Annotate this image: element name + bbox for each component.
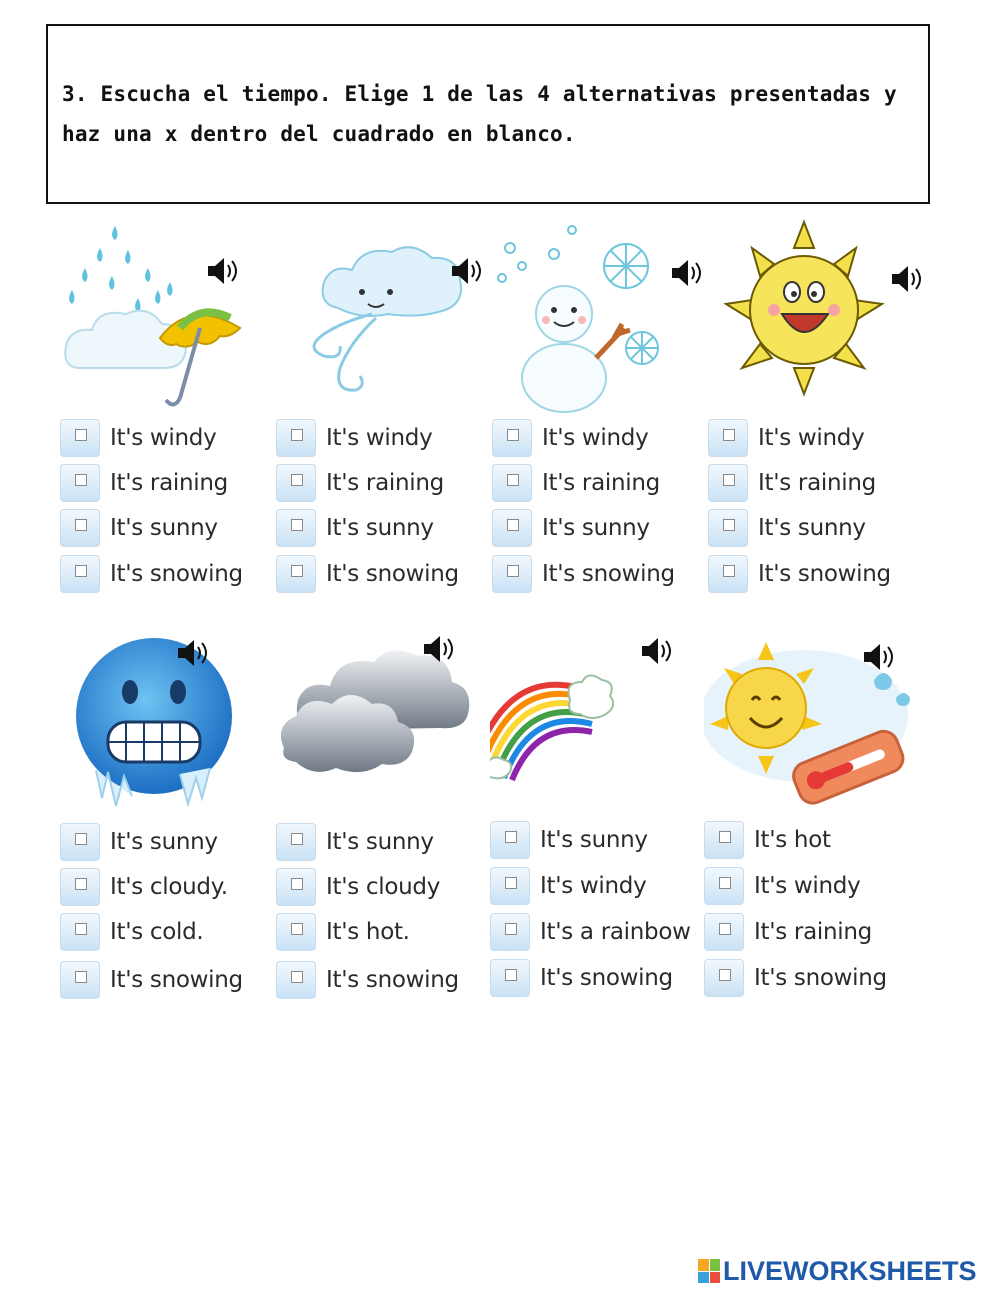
answer-checkbox[interactable]	[708, 555, 748, 593]
option-label: It's sunny	[110, 515, 218, 541]
answer-checkbox[interactable]	[490, 821, 530, 859]
option-label: It's sunny	[540, 827, 648, 853]
option-row[interactable]	[704, 912, 920, 952]
weather-card-rainbow	[490, 620, 706, 1020]
weather-card-snow	[492, 218, 708, 618]
answer-checkbox[interactable]	[490, 913, 530, 951]
option-row[interactable]	[60, 463, 276, 503]
option-label: It's windy	[754, 873, 861, 899]
snowman-icon	[492, 218, 708, 413]
option-row[interactable]	[708, 418, 924, 458]
answer-checkbox[interactable]	[60, 419, 100, 457]
option-label: It's cloudy.	[110, 874, 228, 900]
answer-checkbox[interactable]	[708, 464, 748, 502]
answer-checkbox[interactable]	[60, 555, 100, 593]
logo-text: LIVEWORKSHEETS	[723, 1255, 977, 1286]
answer-checkbox[interactable]	[60, 509, 100, 547]
option-row[interactable]	[704, 958, 920, 998]
answer-checkbox[interactable]	[492, 509, 532, 547]
instruction-text: 3. Escucha el tiempo. Elige 1 de las 4 alternativas presentadas y haz una x dentro del cuadrado en blanco.	[62, 82, 897, 146]
speaker-icon[interactable]	[422, 634, 456, 664]
answer-checkbox[interactable]	[276, 961, 316, 999]
answer-checkbox[interactable]	[276, 464, 316, 502]
option-label: It's windy	[540, 873, 647, 899]
option-row[interactable]	[490, 912, 706, 952]
option-row[interactable]	[60, 912, 276, 952]
option-label: It's windy	[758, 425, 865, 451]
option-row[interactable]	[490, 958, 706, 998]
logo-mark-icon	[698, 1259, 720, 1283]
weather-card-hot	[704, 620, 920, 1020]
option-row[interactable]	[60, 960, 276, 1000]
option-label: It's raining	[326, 470, 444, 496]
answer-checkbox[interactable]	[490, 867, 530, 905]
option-row[interactable]	[490, 866, 706, 906]
option-label: It's snowing	[758, 561, 891, 587]
speaker-icon[interactable]	[640, 636, 674, 666]
answer-checkbox[interactable]	[704, 913, 744, 951]
option-label: It's raining	[758, 470, 876, 496]
rain-umbrella-icon	[60, 218, 276, 413]
option-row[interactable]	[492, 418, 708, 458]
option-label: It's raining	[542, 470, 660, 496]
answer-checkbox[interactable]	[708, 419, 748, 457]
speaker-icon[interactable]	[206, 256, 240, 286]
option-label: It's windy	[326, 425, 433, 451]
option-label: It's sunny	[542, 515, 650, 541]
speaker-icon[interactable]	[450, 256, 484, 286]
option-row[interactable]	[490, 820, 706, 860]
speaker-icon[interactable]	[890, 264, 924, 294]
option-row[interactable]	[276, 822, 492, 862]
option-label: It's snowing	[540, 965, 673, 991]
option-row[interactable]	[60, 508, 276, 548]
answer-checkbox[interactable]	[60, 913, 100, 951]
answer-checkbox[interactable]	[60, 961, 100, 999]
option-row[interactable]	[708, 554, 924, 594]
option-label: It's windy	[542, 425, 649, 451]
answer-checkbox[interactable]	[60, 868, 100, 906]
option-label: It's snowing	[326, 561, 459, 587]
sun-icon	[708, 218, 924, 413]
answer-checkbox[interactable]	[276, 555, 316, 593]
answer-checkbox[interactable]	[276, 868, 316, 906]
answer-checkbox[interactable]	[276, 823, 316, 861]
instruction-box	[46, 24, 930, 204]
weather-card-rain	[60, 218, 276, 618]
speaker-icon[interactable]	[670, 258, 704, 288]
option-row[interactable]	[704, 820, 920, 860]
option-label: It's snowing	[542, 561, 675, 587]
option-label: It's cloudy	[326, 874, 441, 900]
option-label: It's snowing	[326, 967, 459, 993]
option-label: It's snowing	[110, 561, 243, 587]
wind-cloud-icon	[276, 218, 492, 413]
cold-face-icon	[60, 620, 276, 815]
answer-checkbox[interactable]	[492, 555, 532, 593]
answer-checkbox[interactable]	[276, 913, 316, 951]
option-label: It's cold.	[110, 919, 204, 945]
liveworksheets-logo	[698, 1254, 977, 1288]
option-label: It's windy	[110, 425, 217, 451]
option-row[interactable]	[276, 912, 492, 952]
clouds-icon	[276, 620, 492, 815]
option-row[interactable]	[708, 463, 924, 503]
option-row[interactable]	[276, 554, 492, 594]
option-label: It's snowing	[754, 965, 887, 991]
option-row[interactable]	[60, 822, 276, 862]
answer-checkbox[interactable]	[704, 821, 744, 859]
option-row[interactable]	[492, 508, 708, 548]
option-row[interactable]	[60, 867, 276, 907]
option-row[interactable]	[276, 508, 492, 548]
option-row[interactable]	[276, 418, 492, 458]
option-label: It's hot.	[326, 919, 410, 945]
answer-checkbox[interactable]	[276, 509, 316, 547]
option-row[interactable]	[276, 867, 492, 907]
option-label: It's a rainbow	[540, 919, 691, 945]
answer-checkbox[interactable]	[492, 464, 532, 502]
weather-card-sun	[708, 218, 924, 618]
weather-card-cloudy	[276, 620, 492, 1020]
answer-checkbox[interactable]	[60, 823, 100, 861]
option-label: It's sunny	[326, 829, 434, 855]
answer-checkbox[interactable]	[492, 419, 532, 457]
answer-checkbox[interactable]	[60, 464, 100, 502]
answer-checkbox[interactable]	[704, 959, 744, 997]
option-row[interactable]	[492, 554, 708, 594]
option-label: It's sunny	[326, 515, 434, 541]
option-row[interactable]	[60, 554, 276, 594]
option-row[interactable]	[276, 960, 492, 1000]
speaker-icon[interactable]	[176, 638, 210, 668]
option-label: It's sunny	[110, 829, 218, 855]
option-row[interactable]	[708, 508, 924, 548]
option-row[interactable]	[60, 418, 276, 458]
option-label: It's raining	[110, 470, 228, 496]
option-label: It's hot	[754, 827, 831, 853]
answer-checkbox[interactable]	[708, 509, 748, 547]
answer-checkbox[interactable]	[704, 867, 744, 905]
answer-checkbox[interactable]	[276, 419, 316, 457]
option-label: It's sunny	[758, 515, 866, 541]
speaker-icon[interactable]	[862, 642, 896, 672]
option-label: It's snowing	[110, 967, 243, 993]
option-row[interactable]	[704, 866, 920, 906]
option-row[interactable]	[492, 463, 708, 503]
option-row[interactable]	[276, 463, 492, 503]
option-label: It's raining	[754, 919, 872, 945]
weather-card-windy	[276, 218, 492, 618]
weather-card-cold	[60, 620, 276, 1020]
answer-checkbox[interactable]	[490, 959, 530, 997]
